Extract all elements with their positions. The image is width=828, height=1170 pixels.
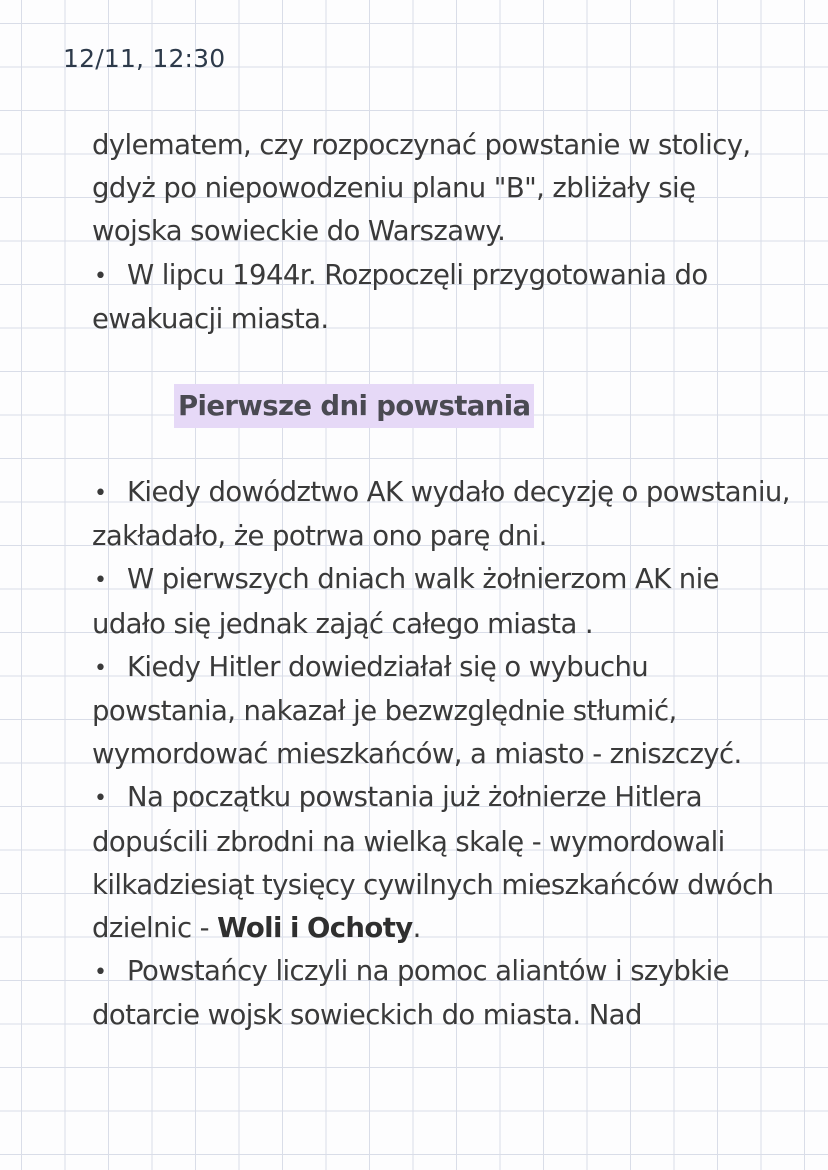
note-body <box>92 124 792 1038</box>
bullet-text: W pierwszych dniach walk żołnierzom AK nie udało się jednak zająć całego miasta . <box>92 563 719 640</box>
intro-paragraph: dylematem, czy rozpoczynać powstanie w stolicy, gdyż po niepowodzeniu planu "B", zbliżały się wojska sowieckie do Warszawy. <box>92 129 751 248</box>
bullet-icon: • <box>94 655 107 681</box>
bullet-item <box>92 254 792 341</box>
bullet-item <box>92 558 792 645</box>
bullet-item <box>92 471 792 558</box>
bullet-icon: • <box>94 786 107 812</box>
bullet-icon: • <box>94 960 107 986</box>
bold-ochoty: Ochoty <box>306 912 413 945</box>
bullet-text: Kiedy dowództwo AK wydało decyzję o powstaniu, zakładało, że potrwa ono parę dni. <box>92 476 790 553</box>
bullet-text: Na początku powstania już żołnierze Hitlera dopuścili zbrodni na wielką skalę - wymordowali kilkadziesiąt tysięcy cywilnych mieszkańców dwóch dzielnic - <box>92 781 774 945</box>
bullet-end: . <box>412 912 421 945</box>
section-heading-wrap <box>92 341 792 471</box>
bold-conj: i <box>289 912 299 945</box>
bullet-item <box>92 776 792 950</box>
bullet-item <box>92 646 792 777</box>
bullet-text: Powstańcy liczyli na pomoc aliantów i szybkie dotarcie wojsk sowieckich do miasta. Nad <box>92 955 729 1032</box>
bold-woli: Woli <box>217 912 282 945</box>
bullet-text: Kiedy Hitler dowiedziałał się o wybuchu powstania, nakazał je bezwzględnie stłumić, wymordować mieszkańców, a miasto - zniszczyć. <box>92 650 742 771</box>
timestamp: 12/11, 12:30 <box>63 44 226 73</box>
section-heading: Pierwsze dni powstania <box>174 384 534 428</box>
bullet-item <box>92 950 792 1037</box>
bullet-icon: • <box>94 481 107 507</box>
bullet-icon: • <box>94 263 107 289</box>
bullet-text: W lipcu 1944r. Rozpoczęli przygotowania do ewakuacji miasta. <box>92 258 708 335</box>
bullet-icon: • <box>94 568 107 594</box>
